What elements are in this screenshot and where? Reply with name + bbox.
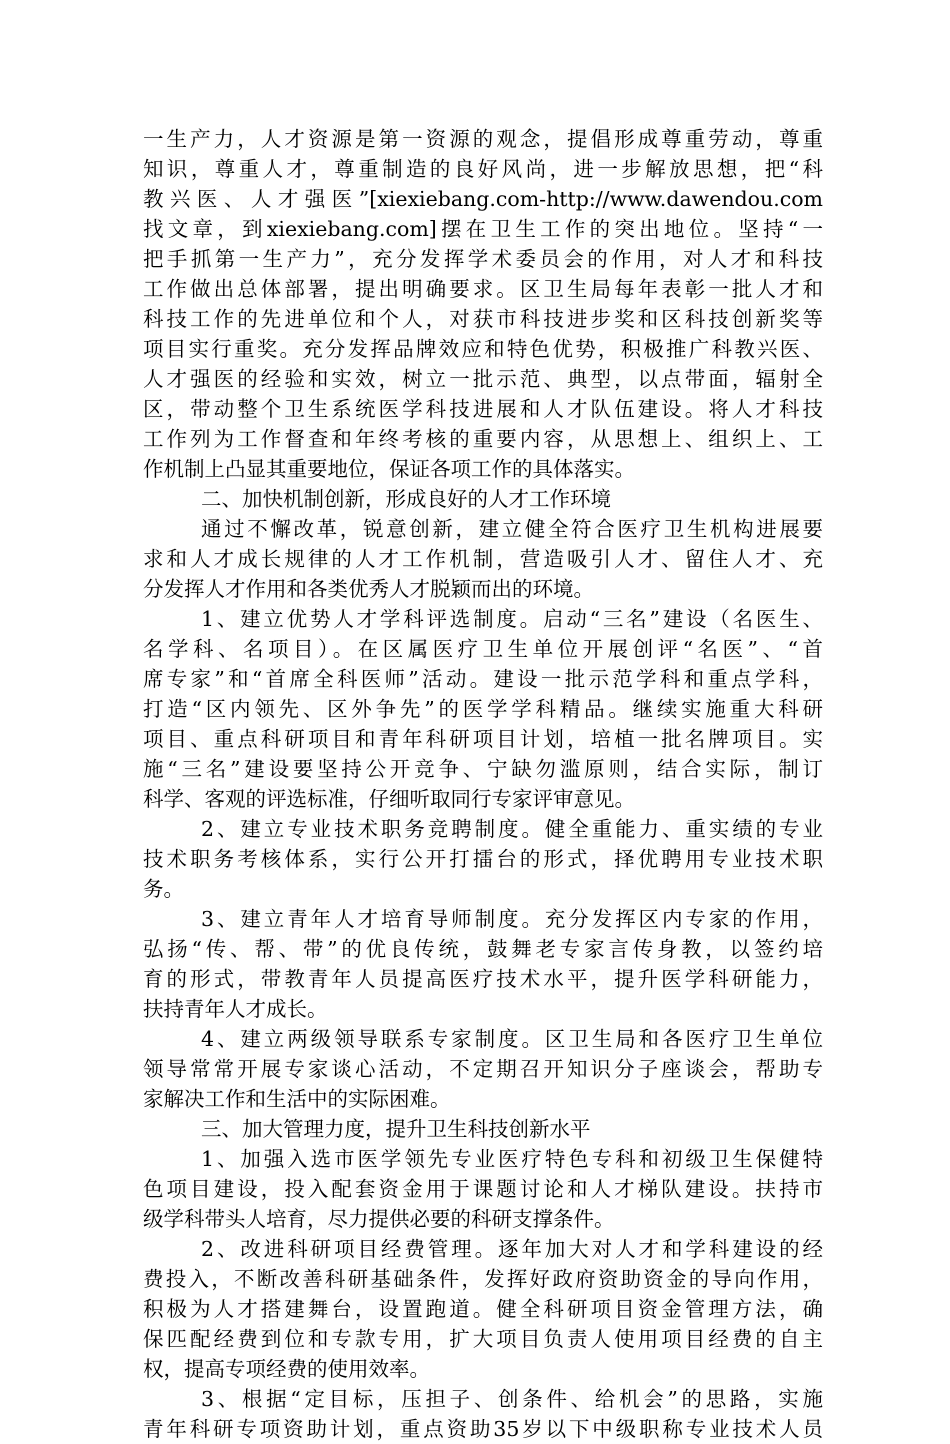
text-line: 二、加快机制创新，形成良好的人才工作环境 <box>201 487 611 511</box>
text-line: 分发挥人才作用和各类优秀人才脱颖而出的环境。 <box>143 577 594 601</box>
text-line: 项目实行重奖。充分发挥品牌效应和特色优势，积极推广科教兴医、 <box>143 337 823 361</box>
text-line: 席专家”和“首席全科医师”活动。建设一批示范学科和重点学科， <box>143 667 823 691</box>
text-line: 3、根据“定目标，压担子、创条件、给机会”的思路，实施 <box>201 1387 823 1411</box>
text-line: 施“三名”建设要坚持公开竞争、宁缺勿滥原则，结合实际，制订 <box>143 757 823 781</box>
text-line: 领导常常开展专家谈心活动，不定期召开知识分子座谈会，帮助专 <box>143 1057 823 1081</box>
text-line: 弘扬“传、帮、带”的优良传统，鼓舞老专家言传身教，以签约培 <box>143 937 823 961</box>
text-line: 务。 <box>143 877 184 901</box>
text-line: 区，带动整个卫生系统医学科技进展和人才队伍建设。将人才科技 <box>143 397 823 421</box>
text-line: 2、建立专业技术职务竞聘制度。健全重能力、重实绩的专业 <box>201 817 823 841</box>
text-line: 找文章，到xiexiebang.com]摆在卫生工作的突出地位。坚持“一 <box>143 217 823 241</box>
text-line: 技术职务考核体系，实行公开打擂台的形式，择优聘用专业技术职 <box>143 847 823 871</box>
text-line: 作机制上凸显其重要地位，保证各项工作的具体落实。 <box>143 457 635 481</box>
text-line: 4、建立两级领导联系专家制度。区卫生局和各医疗卫生单位 <box>201 1027 823 1051</box>
text-line: 权，提高专项经费的使用效率。 <box>143 1357 430 1381</box>
text-line: 通过不懈改革，锐意创新，建立健全符合医疗卫生机构进展要 <box>201 517 823 541</box>
text-line: 育的形式，带教青年人员提高医疗技术水平，提升医学科研能力， <box>143 967 823 991</box>
text-line: 名学科、名项目）。在区属医疗卫生单位开展创评“名医”、“首 <box>143 637 823 661</box>
document-page <box>143 124 823 1444</box>
text-line: 把手抓第一生产力”，充分发挥学术委员会的作用，对人才和科技 <box>143 247 823 271</box>
text-line: 青年科研专项资助计划，重点资助35岁以下中级职称专业技术人员 <box>143 1417 823 1441</box>
text-line: 级学科带头人培育，尽力提供必要的科研支撑条件。 <box>143 1207 615 1231</box>
text-line: 项目、重点科研项目和青年科研项目计划，培植一批名牌项目。实 <box>143 727 823 751</box>
text-line: 教兴医、人才强医”[xiexiebang.com-http://www.dawendou.com <box>143 187 823 211</box>
text-line: 工作列为工作督查和年终考核的重要内容，从思想上、组织上、工 <box>143 427 823 451</box>
text-line: 人才强医的经验和实效，树立一批示范、典型，以点带面，辐射全 <box>143 367 823 391</box>
text-line: 科学、客观的评选标准，仔细听取同行专家评审意见。 <box>143 787 635 811</box>
text-line: 色项目建设，投入配套资金用于课题讨论和人才梯队建设。扶持市 <box>143 1177 823 1201</box>
text-line: 3、建立青年人才培育导师制度。充分发挥区内专家的作用， <box>201 907 823 931</box>
text-line: 工作做出总体部署，提出明确要求。区卫生局每年表彰一批人才和 <box>143 277 823 301</box>
text-line: 知识，尊重人才，尊重制造的良好风尚，进一步解放思想，把“科 <box>143 157 823 181</box>
text-line: 扶持青年人才成长。 <box>143 997 328 1021</box>
text-line: 保匹配经费到位和专款专用，扩大项目负责人使用项目经费的自主 <box>143 1327 823 1351</box>
text-line: 家解决工作和生活中的实际困难。 <box>143 1087 451 1111</box>
text-line: 1、建立优势人才学科评选制度。启动“三名”建设（名医生、 <box>201 607 823 631</box>
text-line: 三、加大管理力度，提升卫生科技创新水平 <box>201 1117 591 1141</box>
text-line: 费投入，不断改善科研基础条件，发挥好政府资助资金的导向作用， <box>143 1267 823 1291</box>
text-line: 打造“区内领先、区外争先”的医学学科精品。继续实施重大科研 <box>143 697 823 721</box>
text-line: 求和人才成长规律的人才工作机制，营造吸引人才、留住人才、充 <box>143 547 823 571</box>
text-line: 积极为人才搭建舞台，设置跑道。健全科研项目资金管理方法，确 <box>143 1297 823 1321</box>
text-line: 2、改进科研项目经费管理。逐年加大对人才和学科建设的经 <box>201 1237 823 1261</box>
text-line: 一生产力，人才资源是第一资源的观念，提倡形成尊重劳动，尊重 <box>143 127 823 151</box>
text-line: 科技工作的先进单位和个人，对获市科技进步奖和区科技创新奖等 <box>143 307 823 331</box>
text-line: 1、加强入选市医学领先专业医疗特色专科和初级卫生保健特 <box>201 1147 823 1171</box>
